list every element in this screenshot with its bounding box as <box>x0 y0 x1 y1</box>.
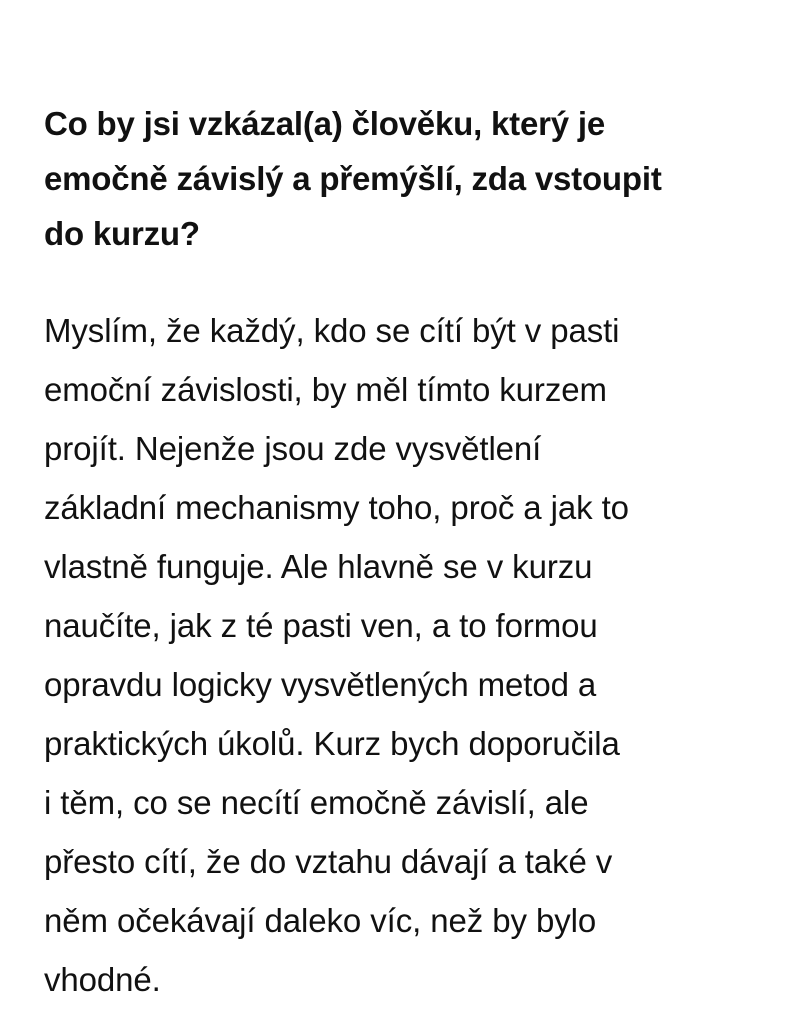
answer-line: naučíte, jak z té pasti ven, a to formou <box>44 607 598 644</box>
answer-line: přesto cítí, že do vztahu dávají a také v <box>44 843 613 880</box>
answer-text <box>44 301 754 1009</box>
answer-line: vhodné. <box>44 961 161 998</box>
answer-line: něm očekávají daleko víc, než by bylo <box>44 902 597 939</box>
answer-line: i těm, co se necítí emočně závislí, ale <box>44 784 589 821</box>
question-line: do kurzu? <box>44 215 200 252</box>
answer-line: emoční závislosti, by měl tímto kurzem <box>44 371 607 408</box>
question-line: Co by jsi vzkázal(a) člověku, který je <box>44 105 605 142</box>
testimonial-block <box>44 96 754 1009</box>
answer-line: základní mechanismy toho, proč a jak to <box>44 489 629 526</box>
answer-line: vlastně funguje. Ale hlavně se v kurzu <box>44 548 593 585</box>
answer-line: praktických úkolů. Kurz bych doporučila <box>44 725 620 762</box>
answer-line: opravdu logicky vysvětlených metod a <box>44 666 597 703</box>
answer-line: Myslím, že každý, kdo se cítí být v pasti <box>44 312 620 349</box>
question-heading <box>44 96 754 261</box>
answer-line: projít. Nejenže jsou zde vysvětlení <box>44 430 542 467</box>
question-line: emočně závislý a přemýšlí, zda vstoupit <box>44 160 662 197</box>
